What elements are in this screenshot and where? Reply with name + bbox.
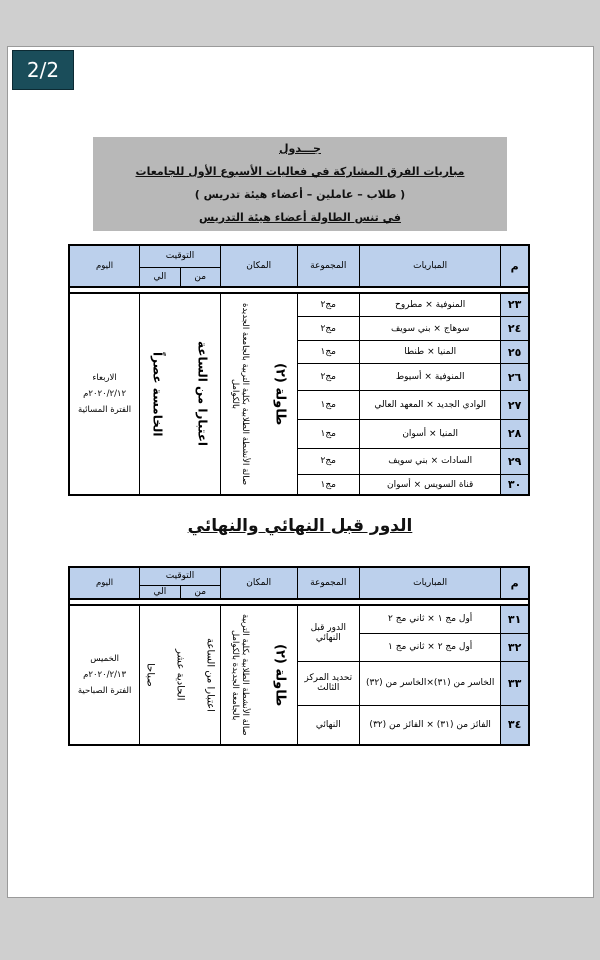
match-cell: الخاسر من (٣١)×الخاسر من (٣٢) <box>360 661 501 705</box>
row-num: ٢٦ <box>501 363 529 391</box>
match-cell: قناة السويس × أسوان <box>360 475 501 495</box>
place-title: طاولة (٢) <box>272 643 288 707</box>
row-num: ٢٧ <box>501 391 529 420</box>
match-cell: أول مج ١ × ثاني مج ٢ <box>360 605 501 633</box>
match-cell: أول مج ٢ × ثاني مج ١ <box>360 633 501 661</box>
time-line1: اعتبارا من الساعة <box>195 341 210 447</box>
col-to-header: الي <box>140 267 180 287</box>
place-text: صالة الأنشطة الطلابية بكلية التربية بالجامعة الجديدة بالكوامل <box>230 302 251 486</box>
group-cell: الدور قبل النهائي <box>297 605 360 661</box>
header-title: جـــدول <box>279 142 321 155</box>
col-place-header: المكان <box>220 567 297 599</box>
group-cell: مج١ <box>297 341 360 363</box>
col-match-header: المباريات <box>360 245 501 287</box>
row-num: ٢٥ <box>501 341 529 363</box>
col-timing-header: التوقيت <box>140 245 221 267</box>
row-num: ٢٤ <box>501 316 529 340</box>
match-cell: سوهاج × بني سويف <box>360 316 501 340</box>
col-to-header: الي <box>140 585 180 599</box>
group-cell: مج١ <box>297 475 360 495</box>
day-period: الفترة المسائية <box>77 405 132 415</box>
match-cell: السادات × بني سويف <box>360 448 501 475</box>
section-title: الدور قبل النهائي والنهائي <box>187 516 413 536</box>
header-sport: في تنس الطاولة أعضاء هيئة التدريس <box>199 211 401 224</box>
col-num-header: م <box>501 567 529 599</box>
place-title: طاولة (٢) <box>272 362 288 426</box>
row-num: ٣٤ <box>501 705 529 745</box>
page-badge: 2/2 <box>12 50 74 90</box>
col-group-header: المجموعة <box>297 567 360 599</box>
group-stage-table <box>68 244 530 496</box>
col-place-header: المكان <box>220 245 297 287</box>
row-num: ٣٠ <box>501 475 529 495</box>
row-num: ٢٣ <box>501 293 529 316</box>
time-line2: الخامسة عصراً <box>150 351 165 437</box>
day-date: ٢٠٢٠/٢/١٢م <box>83 389 127 399</box>
row-num: ٣٣ <box>501 661 529 705</box>
group-cell: مج٢ <box>297 448 360 475</box>
group-cell: النهائي <box>297 705 360 745</box>
row-num: ٣١ <box>501 605 529 633</box>
time-line1: اعتبارا من الساعة <box>204 638 216 712</box>
day-date: ٢٠٢٠/٢/١٣م <box>83 670 127 680</box>
match-cell: الوادي الجديد × المعهد العالي <box>360 391 501 420</box>
col-match-header: المباريات <box>360 567 501 599</box>
day-name: الاربعاء <box>92 373 117 383</box>
row-num: ٢٩ <box>501 448 529 475</box>
match-cell: المنوفية × أسيوط <box>360 363 501 391</box>
place-cell <box>220 605 297 745</box>
day-cell <box>69 605 140 745</box>
col-group-header: المجموعة <box>297 245 360 287</box>
group-cell: مج٢ <box>297 293 360 316</box>
header-participants: ( طلاب – عاملين – أعضاء هيئة تدريس ) <box>194 188 406 201</box>
schedule-header <box>93 137 507 231</box>
row-num: ٢٨ <box>501 419 529 448</box>
day-name: الخميس <box>90 654 119 664</box>
group-cell: مج١ <box>297 391 360 420</box>
col-day-header: اليوم <box>69 567 140 599</box>
col-from-header: من <box>180 585 220 599</box>
group-cell: مج١ <box>297 419 360 448</box>
knockout-table <box>68 566 530 746</box>
col-from-header: من <box>180 267 220 287</box>
col-timing-header: التوقيت <box>140 567 221 585</box>
day-period: الفترة الصباحية <box>77 686 132 696</box>
time-line2: الحادية عشر <box>174 649 186 701</box>
place-text: صالة الأنشطة الطلابية بكلية التربية بالجامعة الجديدة بالكوامل <box>230 614 251 736</box>
group-cell: مج٢ <box>297 316 360 340</box>
place-cell <box>220 293 297 495</box>
time-cell <box>140 605 221 745</box>
group-cell: مج٢ <box>297 363 360 391</box>
match-cell: المنيا × طنطا <box>360 341 501 363</box>
day-cell <box>69 293 140 495</box>
col-num-header: م <box>501 245 529 287</box>
match-cell: المنوفية × مطروح <box>360 293 501 316</box>
group-cell: تحديد المركز الثالث <box>297 661 360 705</box>
header-subtitle: مباريات الفرق المشاركة في فعاليات الأسبوع الأول للجامعات <box>135 165 465 178</box>
col-day-header: اليوم <box>69 245 140 287</box>
time-cell <box>140 293 221 495</box>
match-cell: المنيا × أسوان <box>360 419 501 448</box>
time-line3: صباحا <box>144 663 156 687</box>
row-num: ٣٢ <box>501 633 529 661</box>
match-cell: الفائز من (٣١) × الفائز من (٣٢) <box>360 705 501 745</box>
